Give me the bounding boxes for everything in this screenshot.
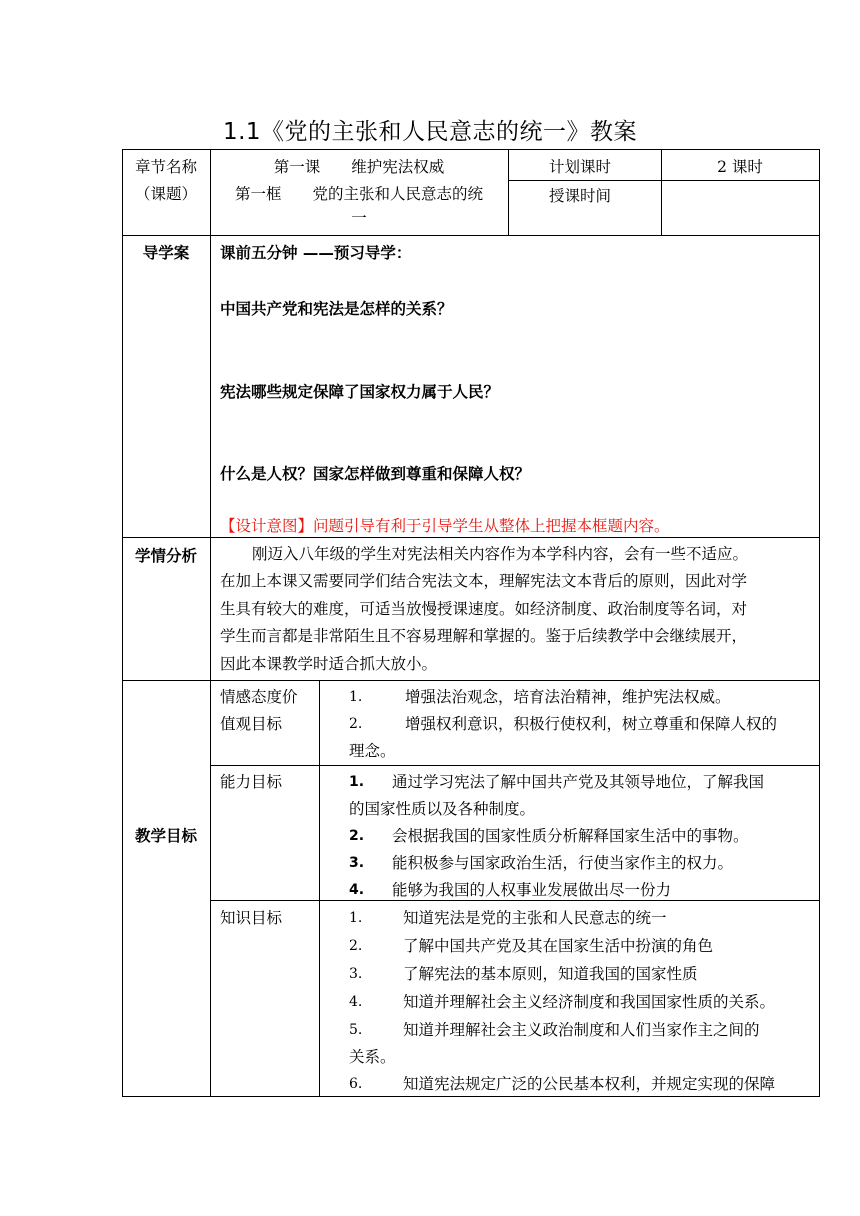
ability-item-1-cont: 的国家性质以及各种制度。: [349, 800, 536, 818]
objectives-label: 教学目标: [134, 827, 197, 845]
knowledge-item-2: 了解中国共产党及其在国家生活中扮演的角色: [403, 937, 714, 955]
planned-hours-label: 计划课时: [549, 158, 612, 176]
chapter-label-sub: （课题）: [134, 185, 197, 203]
knowledge-item-1: 知道宪法是党的主张和人民意志的统一: [403, 909, 667, 927]
ability-item-3-number: 3.: [349, 855, 365, 871]
lesson-title: 第一课 维护宪法权威: [273, 158, 445, 176]
analysis-label: 学情分析: [134, 547, 197, 565]
knowledge-item-1-number: 1.: [349, 910, 363, 926]
ability-label: 能力目标: [220, 773, 283, 791]
teaching-time-label: 授课时间: [549, 187, 612, 205]
ability-item-2-number: 2.: [349, 828, 365, 844]
knowledge-item-4: 知道并理解社会主义经济制度和我国国家性质的关系。: [403, 993, 776, 1011]
knowledge-label: 知识目标: [220, 909, 283, 927]
ability-item-4-number: 4.: [349, 882, 365, 898]
knowledge-item-2-number: 2.: [349, 938, 363, 954]
emotion-item-2-number: 2.: [349, 716, 363, 732]
analysis-line-5: 因此本课教学时适合抓大放小。: [220, 655, 438, 673]
analysis-line-4: 学生而言都是非常陌生且不容易理解和掌握的。鉴于后续教学中会继续展开，: [220, 627, 748, 645]
ability-item-1: 通过学习宪法了解中国共产党及其领导地位，了解我国: [392, 773, 765, 791]
section-title-end: 一: [351, 209, 367, 227]
knowledge-item-4-number: 4.: [349, 994, 363, 1010]
section-title: 第一框 党的主张和人民意志的统: [234, 185, 483, 203]
knowledge-item-5: 知道并理解社会主义政治制度和人们当家作主之间的: [403, 1021, 760, 1039]
design-intent: 【设计意图】问题引导有利于引导学生从整体上把握本框题内容。: [220, 517, 670, 535]
ability-item-2: 会根据我国的国家性质分析解释国家生活中的事物。: [392, 827, 749, 845]
ability-item-1-number: 1.: [349, 774, 365, 790]
document-title: 1.1《党的主张和人民意志的统一》教案: [222, 119, 638, 145]
analysis-line-2: 在加上本课又需要同学们结合宪法文本，理解宪法文本背后的原则，因此对学: [220, 572, 748, 590]
ability-item-3: 能积极参与国家政治生活，行使当家作主的权力。: [392, 854, 734, 872]
knowledge-item-3-number: 3.: [349, 966, 363, 982]
knowledge-item-5-cont: 关系。: [349, 1048, 396, 1066]
guide-label: 导学案: [142, 244, 190, 262]
emotion-item-2-cont: 理念。: [349, 742, 396, 760]
emotion-item-1-number: 1.: [349, 689, 363, 705]
knowledge-item-6-number: 6.: [349, 1076, 363, 1092]
guide-intro: 课前五分钟 ——预习导学：: [220, 244, 412, 262]
guide-question-1: 中国共产党和宪法是怎样的关系？: [220, 300, 453, 318]
ability-item-4: 能够为我国的人权事业发展做出尽一份力: [392, 881, 672, 899]
emotion-item-1: 增强法治观念，培育法治精神，维护宪法权威。: [405, 688, 731, 706]
analysis-line-1: 刚迈入八年级的学生对宪法相关内容作为本学科内容，会有一些不适应。: [252, 545, 749, 563]
planned-hours-value: 2 课时: [717, 158, 763, 176]
guide-question-3: 什么是人权？国家怎样做到尊重和保障人权？: [220, 465, 531, 483]
emotion-label-2: 值观目标: [220, 715, 283, 733]
emotion-label: 情感态度价: [220, 688, 298, 706]
knowledge-item-6: 知道宪法规定广泛的公民基本权利，并规定实现的保障: [403, 1075, 776, 1093]
knowledge-item-3: 了解宪法的基本原则，知道我国的国家性质: [403, 965, 698, 983]
analysis-line-3: 生具有较大的难度，可适当放慢授课速度。如经济制度、政治制度等名词，对: [220, 600, 748, 618]
knowledge-item-5-number: 5.: [349, 1022, 363, 1038]
guide-question-2: 宪法哪些规定保障了国家权力属于人民？: [220, 383, 500, 401]
emotion-item-2: 增强权利意识，积极行使权利，树立尊重和保障人权的: [405, 715, 778, 733]
chapter-label: 章节名称: [134, 158, 197, 176]
